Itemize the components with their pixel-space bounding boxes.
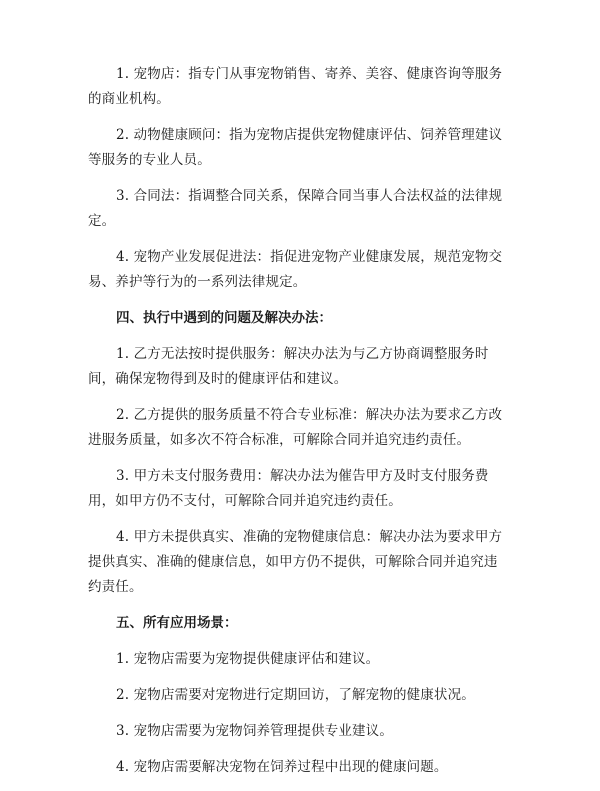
problem-item: 1. 乙方无法按时提供服务：解决办法为与乙方协商调整服务时间，确保宠物得到及时的健康评估和建议。	[88, 346, 489, 387]
definition-item: 3. 合同法：指调整合同关系，保障合同当事人合法权益的法律规定。	[88, 188, 503, 229]
scenario-item: 1. 宠物店需要为宠物提供健康评估和建议。	[116, 651, 380, 667]
scenario-item: 3. 宠物店需要为宠物饲养管理提供专业建议。	[116, 723, 393, 739]
problem-item: 3. 甲方未支付服务费用：解决办法为催告甲方及时支付服务费用，如甲方仍不支付，可解除合同并追究违约责任。	[88, 468, 489, 509]
scenario-item: 2. 宠物店需要对宠物进行定期回访，了解宠物的健康状况。	[116, 687, 475, 703]
problem-item: 2. 乙方提供的服务质量不符合专业标准：解决办法为要求乙方改进服务质量，如多次不符合标准，可解除合同并追究违约责任。	[88, 407, 503, 448]
section-5-heading: 五、所有应用场景：	[116, 615, 238, 631]
document-body	[88, 62, 508, 791]
problem-item: 4. 甲方未提供真实、准确的宠物健康信息：解决办法为要求甲方提供真实、准确的健康信息，如甲方仍不提供，可解除合同并追究违约责任。	[88, 529, 503, 595]
section-4-heading: 四、执行中遇到的问题及解决办法：	[116, 310, 332, 326]
definition-item: 1. 宠物店：指专门从事宠物销售、寄养、美容、健康咨询等服务的商业机构。	[88, 66, 503, 107]
definition-item: 4. 宠物产业发展促进法：指促进宠物产业健康发展，规范宠物交易、养护等行为的一系列法律规定。	[88, 249, 503, 290]
scenario-item: 4. 宠物店需要解决宠物在饲养过程中出现的健康问题。	[116, 759, 448, 775]
definition-item: 2. 动物健康顾问：指为宠物店提供宠物健康评估、饲养管理建议等服务的专业人员。	[88, 127, 503, 168]
